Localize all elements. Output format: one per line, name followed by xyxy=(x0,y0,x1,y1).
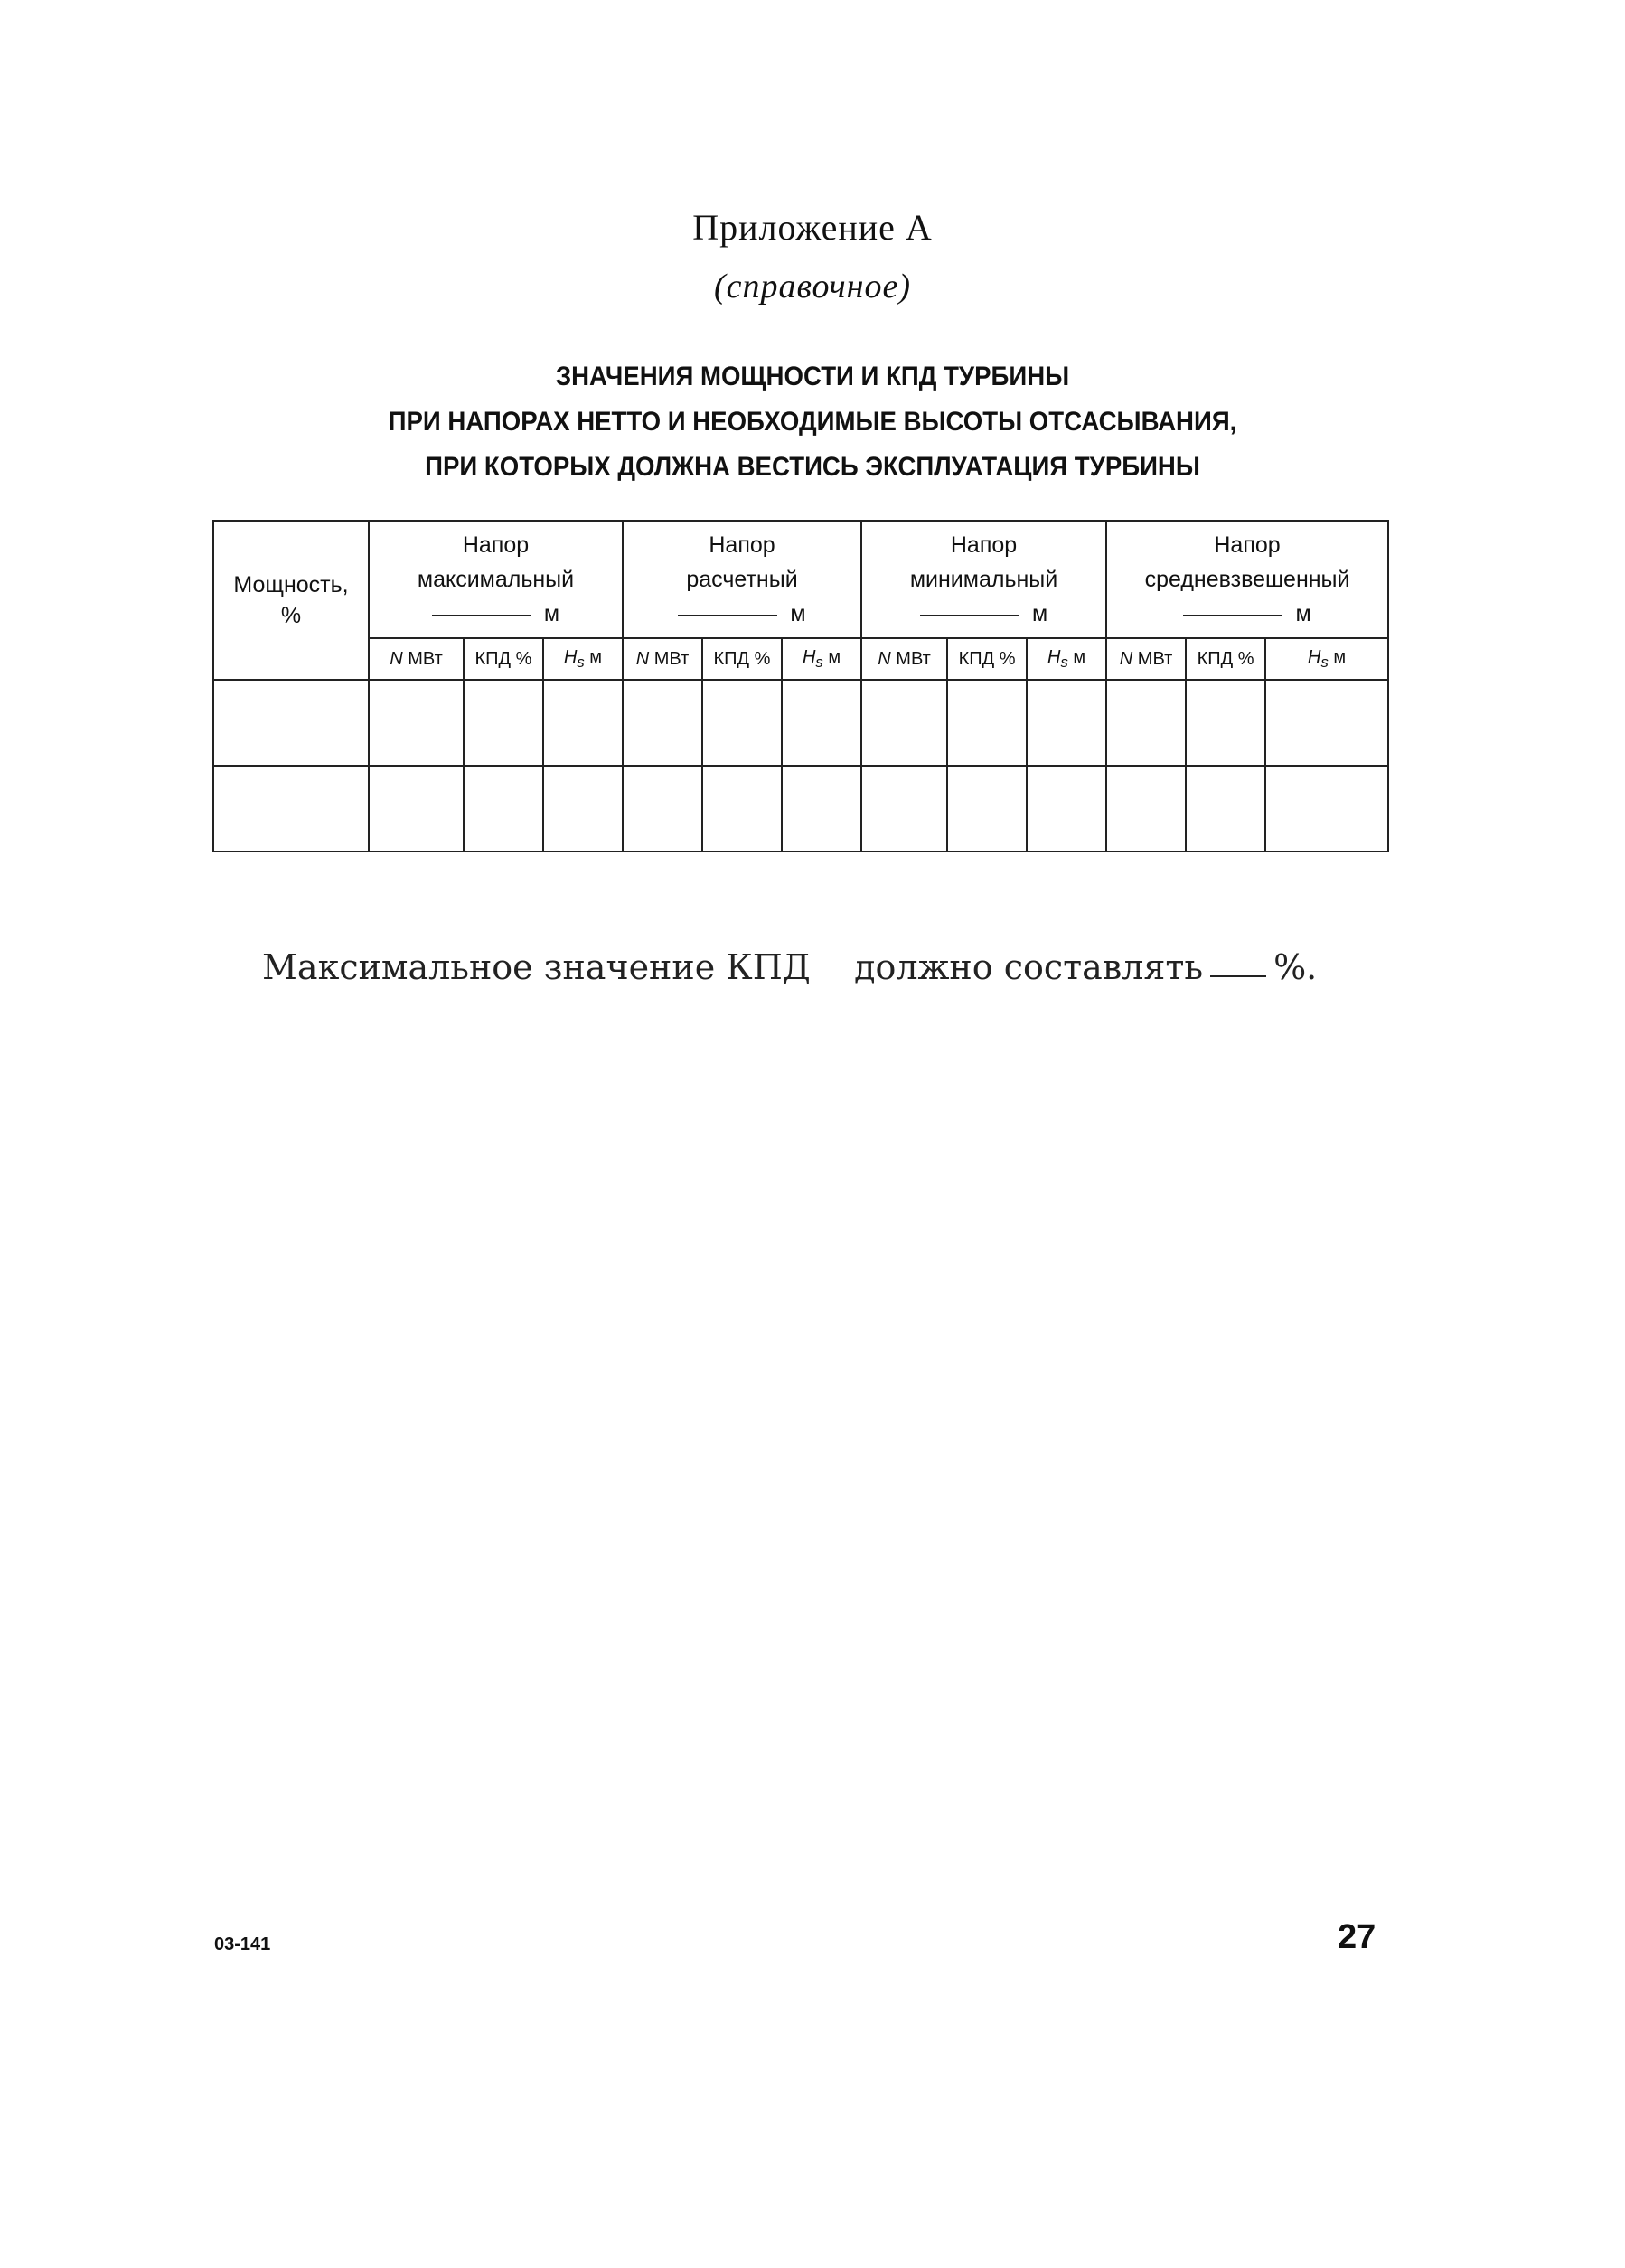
table-cell xyxy=(543,680,623,766)
table-cell xyxy=(369,680,464,766)
table-cell xyxy=(213,680,369,766)
subheader-row xyxy=(213,638,1388,680)
group-unit: м xyxy=(543,601,560,626)
max-efficiency-statement xyxy=(262,947,1392,987)
table-heading-line-1: ЗНАЧЕНИЯ МОЩНОСТИ И КПД ТУРБИНЫ xyxy=(555,362,1070,391)
blank-fill-line xyxy=(1210,975,1266,977)
sub-power: N МВт xyxy=(861,638,947,680)
sub-suction-height: $H_s$ м xyxy=(543,638,623,680)
document-code: 03-141 xyxy=(214,1934,271,1954)
group-type: расчетный xyxy=(686,567,798,592)
group-unit: м xyxy=(1031,601,1048,626)
sub-power: N МВт xyxy=(623,638,702,680)
table-cell xyxy=(464,766,543,852)
table-cell xyxy=(947,680,1027,766)
head-design-header xyxy=(623,521,861,638)
table-cell xyxy=(1106,766,1186,852)
table-cell xyxy=(369,766,464,852)
table-cell xyxy=(861,680,947,766)
statement-part-2: должно составлять xyxy=(854,947,1204,987)
group-type: максимальный xyxy=(417,567,575,592)
sub-suction-height: $H_s$ м xyxy=(782,638,861,680)
head-max-header xyxy=(369,521,623,638)
sub-suction-height: $H_s$ м xyxy=(1265,638,1388,680)
appendix-note: (справочное) xyxy=(713,268,912,306)
table-cell xyxy=(782,680,861,766)
page-number: 27 xyxy=(1338,1918,1376,1956)
table-cell xyxy=(782,766,861,852)
table-cell xyxy=(1265,766,1388,852)
table-cell xyxy=(947,766,1027,852)
sub-suction-height: $H_s$ м xyxy=(1027,638,1106,680)
sub-efficiency: КПД % xyxy=(1186,638,1265,680)
statement-part-3: %. xyxy=(1273,947,1318,987)
turbine-data-table xyxy=(212,520,1389,852)
sub-power: N МВт xyxy=(1106,638,1186,680)
blank-value-line xyxy=(678,615,777,616)
statement-part-1: Максимальное значение КПД xyxy=(262,947,811,987)
table-cell xyxy=(1186,766,1265,852)
table-cell xyxy=(464,680,543,766)
group-label: Напор xyxy=(950,532,1018,558)
table-cell xyxy=(1027,766,1106,852)
table-cell xyxy=(861,766,947,852)
power-header-label: Мощность, xyxy=(233,572,349,598)
blank-value-line xyxy=(920,615,1019,616)
table-row xyxy=(213,680,1388,766)
sub-efficiency: КПД % xyxy=(702,638,782,680)
table-cell xyxy=(213,766,369,852)
head-min-header xyxy=(861,521,1106,638)
table-cell xyxy=(1186,680,1265,766)
blank-value-line xyxy=(432,615,531,616)
appendix-title: Приложение А xyxy=(692,207,933,248)
table-cell xyxy=(702,766,782,852)
sub-power: N МВт xyxy=(369,638,464,680)
head-weighted-header xyxy=(1106,521,1388,638)
group-type: средневзвешенный xyxy=(1144,567,1350,592)
table-row xyxy=(213,766,1388,852)
table-heading-line-2: ПРИ НАПОРАХ НЕТТО И НЕОБХОДИМЫЕ ВЫСОТЫ ОТСАСЫВАНИЯ, xyxy=(388,407,1237,437)
group-label: Напор xyxy=(709,532,775,558)
sub-efficiency: КПД % xyxy=(947,638,1027,680)
table-cell xyxy=(1027,680,1106,766)
group-unit: м xyxy=(1295,601,1311,626)
group-label: Напор xyxy=(1214,532,1281,558)
table-cell xyxy=(623,680,702,766)
power-header xyxy=(213,521,369,680)
table-cell xyxy=(702,680,782,766)
table-cell xyxy=(1265,680,1388,766)
table-cell xyxy=(623,766,702,852)
table-heading-line-3: ПРИ КОТОРЫХ ДОЛЖНА ВЕСТИСЬ ЭКСПЛУАТАЦИЯ ТУРБИНЫ xyxy=(425,452,1200,482)
table-cell xyxy=(543,766,623,852)
group-type: минимальный xyxy=(909,567,1058,592)
table-cell xyxy=(1106,680,1186,766)
group-unit: м xyxy=(790,601,806,626)
blank-value-line xyxy=(1183,615,1282,616)
group-label: Напор xyxy=(462,532,530,558)
sub-efficiency: КПД % xyxy=(464,638,543,680)
power-header-unit: % xyxy=(280,603,302,628)
